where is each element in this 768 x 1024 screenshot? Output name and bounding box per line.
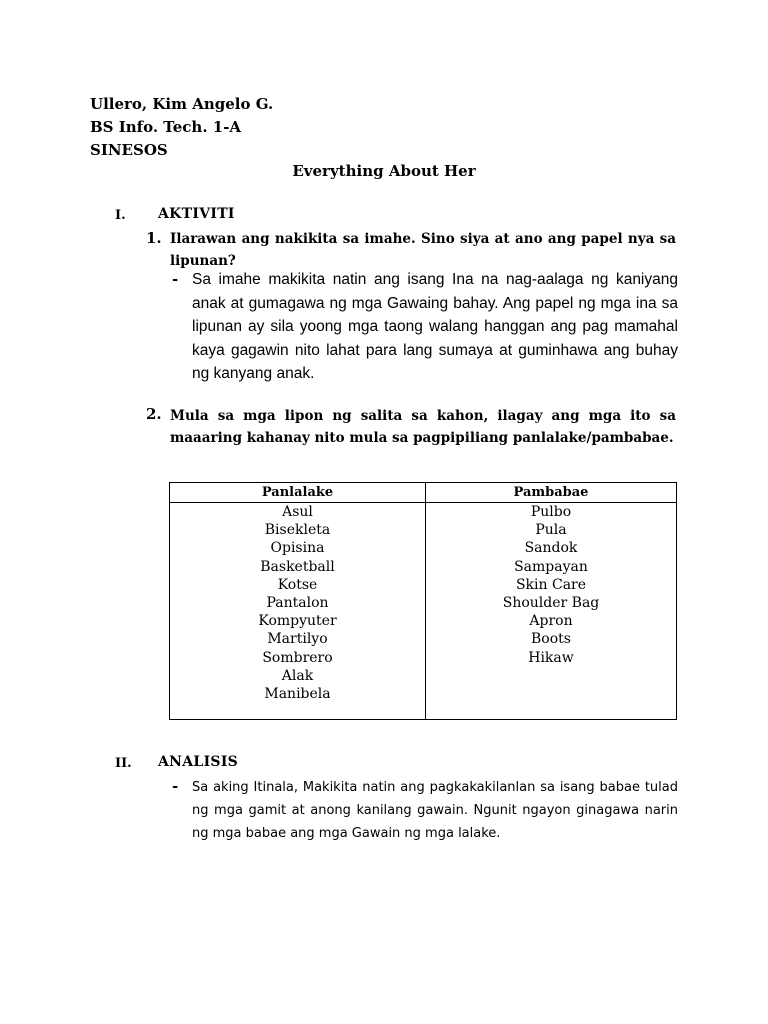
table-cell: Bisekleta [264,522,331,539]
question-2-text: Mula sa mga lipon ng salita sa kahon, ilagay ang mga ito sa maaaring kahanay nito mula sa pagpipiliang panlalake/pambabae. [170,408,676,446]
question-2-number: 2. [146,405,162,423]
table-cell: Sombrero [262,649,333,666]
section-1-numeral: I. [115,208,126,223]
table-cell: Alak [281,667,314,684]
subject-name: SINESOS [90,141,168,159]
table-cell: Kotse [277,576,318,593]
document-title: Everything About Her [292,162,476,180]
table-cell: Manibela [264,686,331,703]
table-cell: Pulbo [530,504,572,520]
table-cell: Boots [531,631,571,648]
table-cell: Sandok [524,540,578,557]
table-cell: Kompyuter [258,613,337,630]
section-1-title: AKTIVITI [158,206,235,222]
answer-1-text: Sa imahe makikita natin ang isang Ina na nag-aalaga ng kaniyang anak at gumagawa ng mga Gawaing bahay. Ang papel ng mga ina sa lipunan ay sila yoong mga taong walang hanggan ang pag mamahal kaya gagawin nito lahat para lang sumaya at guminhawa ang buhay ng kanyang anak. [192,271,678,382]
table-cell: Basketball [260,558,335,575]
table-cell: Opisina [270,540,325,557]
table-cell: Shoulder Bag [502,595,600,612]
answer-2-text: Sa aking Itinala, Makikita natin ang pagkakakilanlan sa isang babae tulad ng mga gamit at anong kanilang gawain. Ngunit ngayon ginagawa narin ng mga babae ang mga Gawain ng mga lalake. [192,780,678,841]
answer-2-bullet: - [172,777,179,795]
table-cell: Martilyo [267,631,328,648]
question-1-text: Ilarawan ang nakikita sa imahe. Sino siya at ano ang papel nya sa lipunan? [170,231,676,269]
student-name: Ullero, Kim Angelo G. [90,95,274,113]
classification-table [169,482,677,720]
pambabae-column [425,483,677,719]
panlalake-header: Panlalake [170,483,425,503]
table-cell: Skin Care [515,576,587,593]
panlalake-list [170,503,425,703]
table-cell: Apron [529,613,573,630]
table-cell: Sampayan [514,558,588,575]
answer-1-bullet: - [172,270,179,288]
section-2-numeral: II. [115,756,132,771]
student-course: BS Info. Tech. 1-A [90,118,242,136]
pambabae-list [425,503,677,667]
table-cell: Asul [282,504,313,520]
table-cell: Pantalon [266,595,329,612]
table-cell: Pula [535,522,567,539]
pambabae-header: Pambabae [425,483,677,503]
table-cell: Hikaw [528,649,574,666]
section-2-title: ANALISIS [158,754,239,770]
question-1-number: 1. [146,229,162,247]
panlalake-column [170,483,426,719]
